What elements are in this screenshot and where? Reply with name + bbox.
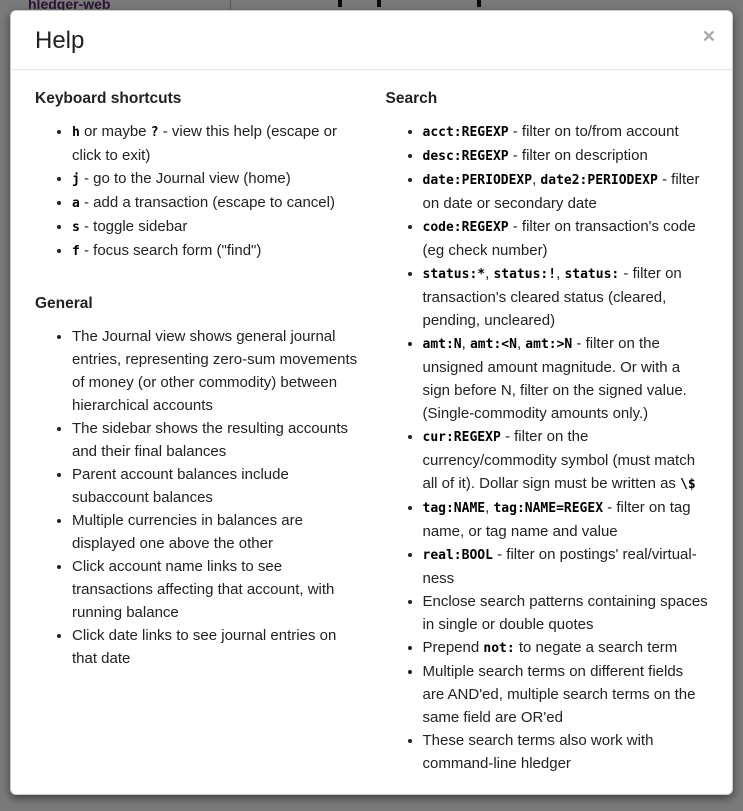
help-modal [10, 10, 733, 795]
code-term: code:REGEXP [422, 220, 509, 235]
modal-title: Help [35, 27, 85, 54]
list-item: • cur:REGEXP - filter on the currency/commodity symbol (must match all of it). Dollar sign must be written as \$ [423, 425, 709, 496]
list-item: • The Journal view shows general journal entries, representing zero-sum movements of money (or other commodity) between hierarchical accounts [72, 325, 358, 417]
general-heading: General [35, 295, 93, 312]
code-term: status: [564, 267, 620, 282]
list-item: • acct:REGEXP - filter on to/from account [423, 120, 709, 144]
list-item: • s - toggle sidebar [72, 215, 358, 239]
code-term: tag:NAME=REGEX [493, 501, 604, 516]
code-term: acct:REGEXP [422, 125, 509, 140]
list-item: • Click date links to see journal entries on that date [72, 624, 358, 670]
list-item: • date:PERIODEXP, date2:PERIODEXP - filter on date or secondary date [423, 168, 709, 215]
list-item: • h or maybe ? - view this help (escape or click to exit) [72, 120, 358, 167]
code-term: cur:REGEXP [422, 430, 501, 445]
code-term: amt:N [422, 337, 462, 352]
code-term: ? [150, 125, 159, 140]
list-item: • f - focus search form ("find") [72, 239, 358, 263]
list-item: • Parent account balances include subaccount balances [72, 463, 358, 509]
close-icon[interactable]: × [702, 25, 715, 48]
keyboard-shortcuts-list [35, 120, 358, 263]
list-item: • Multiple search terms on different fields are AND'ed, multiple search terms on the same field are OR'ed [423, 660, 709, 729]
list-item: • Prepend not: to negate a search term [423, 636, 709, 660]
code-term: status:! [493, 267, 557, 282]
list-item: • These search terms also work with command-line hledger [423, 729, 709, 775]
modal-body [11, 70, 732, 775]
list-item: • tag:NAME, tag:NAME=REGEX - filter on tag name, or tag name and value [423, 496, 709, 543]
list-item: • amt:N, amt:<N, amt:>N - filter on the unsigned amount magnitude. Or with a sign before N, filter on the signed value. (Single-commodity amounts only.) [423, 332, 709, 425]
code-term: amt:<N [469, 337, 517, 352]
code-term: tag:NAME [422, 501, 486, 516]
list-item: • status:*, status:!, status: - filter on transaction's cleared status (cleared, pending, uncleared) [423, 262, 709, 332]
code-term: not: [483, 641, 515, 656]
search-list [386, 120, 709, 775]
modal-header [11, 11, 732, 70]
code-term: s [72, 220, 80, 235]
general-list [35, 325, 358, 670]
list-item: • real:BOOL - filter on postings' real/virtual-ness [423, 543, 709, 590]
code-term: desc:REGEXP [422, 149, 509, 164]
code-term: date2:PERIODEXP [540, 173, 658, 188]
list-item: • The sidebar shows the resulting accounts and their final balances [72, 417, 358, 463]
left-column [21, 78, 372, 775]
code-term: f [72, 244, 80, 259]
code-term: date:PERIODEXP [422, 173, 533, 188]
list-item: • code:REGEXP - filter on transaction's code (eg check number) [423, 215, 709, 262]
right-column [372, 78, 723, 775]
list-item: • j - go to the Journal view (home) [72, 167, 358, 191]
keyboard-shortcuts-heading: Keyboard shortcuts [35, 90, 182, 107]
search-heading: Search [385, 90, 438, 107]
list-item: • Enclose search patterns containing spaces in single or double quotes [423, 590, 709, 636]
list-item: • desc:REGEXP - filter on description [423, 144, 709, 168]
code-term: real:BOOL [422, 548, 493, 563]
code-term: h [72, 125, 80, 140]
list-item: • Multiple currencies in balances are displayed one above the other [72, 509, 358, 555]
code-term: j [72, 172, 80, 187]
code-term: amt:>N [525, 337, 573, 352]
code-term: \$ [680, 477, 696, 492]
list-item: • a - add a transaction (escape to cancel) [72, 191, 358, 215]
code-term: status:* [422, 267, 486, 282]
list-item: • Click account name links to see transactions affecting that account, with running balance [72, 555, 358, 624]
code-term: a [72, 196, 80, 211]
